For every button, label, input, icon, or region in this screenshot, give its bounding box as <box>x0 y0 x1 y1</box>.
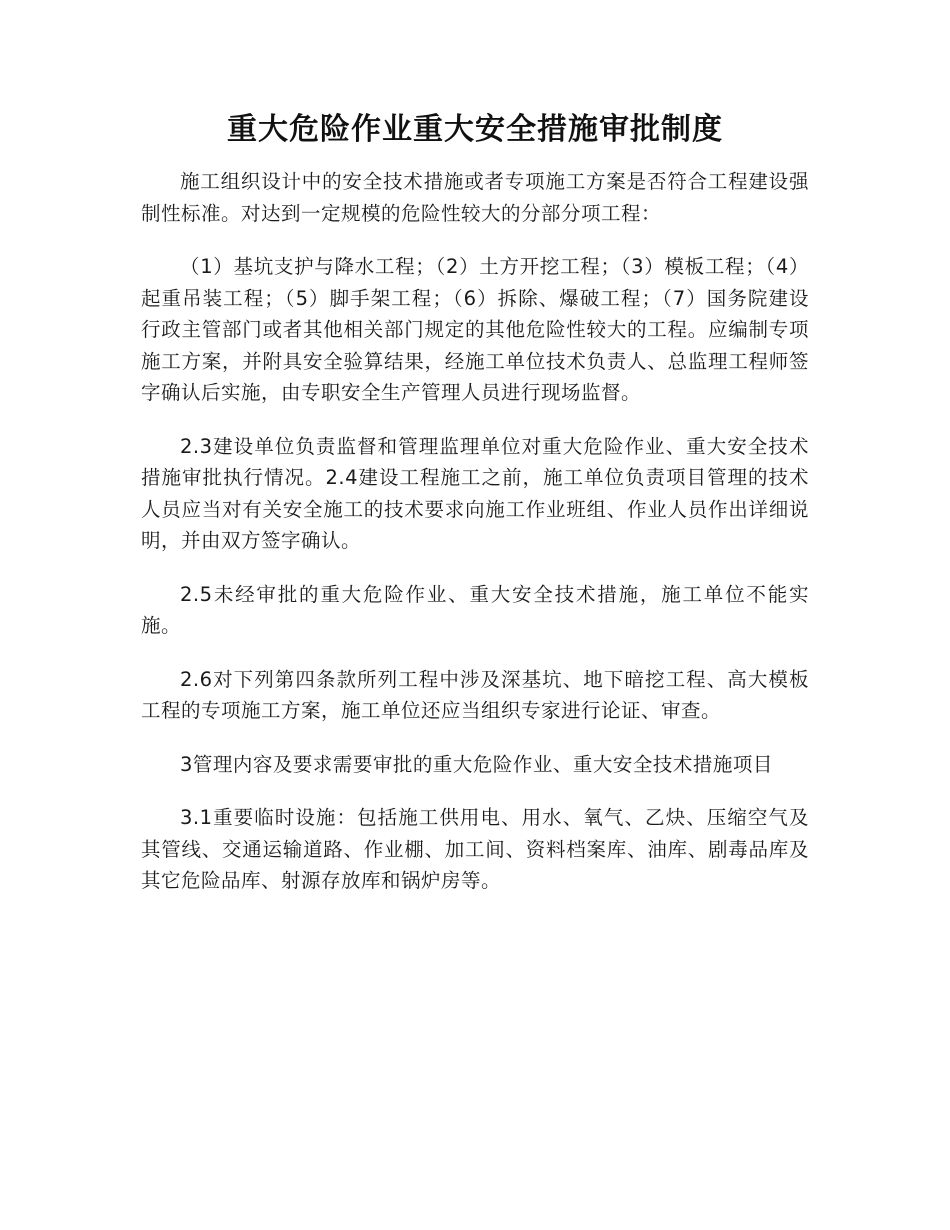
paragraph-project-list: （1）基坑支护与降水工程；（2）土方开挖工程；（3）模板工程；（4）起重吊装工程；（5）脚手架工程；（6）拆除、爆破工程；（7）国务院建设行政主管部门或者其他相关部门规定的其他危险性较大的工程。应编制专项施工方案，并附具安全验算结果，经施工单位技术负责人、总监理工程师签字确认后实施，由专职安全生产管理人员进行现场监督。 <box>141 255 809 404</box>
paragraph-3: 3管理内容及要求需要审批的重大危险作业、重大安全技术措施项目 <box>180 752 773 776</box>
paragraph-2-6: 2.6对下列第四条款所列工程中涉及深基坑、地下暗挖工程、高大模板工程的专项施工方案，施工单位还应当组织专家进行论证、审查。 <box>141 667 809 722</box>
paragraph-3-1: 3.1重要临时设施：包括施工供用电、用水、氧气、乙炔、压缩空气及其管线、交通运输道路、作业棚、加工间、资料档案库、油库、剧毒品库及其它危险品库、射源存放库和锅炉房等。 <box>141 806 809 892</box>
document-body <box>141 166 809 919</box>
paragraph-2-5: 2.5未经审批的重大危险作业、重大安全技术措施，施工单位不能实施。 <box>141 582 809 637</box>
document-title: 重大危险作业重大安全措施审批制度 <box>227 112 723 147</box>
paragraph-2-3: 2.3建设单位负责监督和管理监理单位对重大危险作业、重大安全技术措施审批执行情况。2.4建设工程施工之前，施工单位负责项目管理的技术人员应当对有关安全施工的技术要求向施工作业班组、作业人员作出详细说明，并由双方签字确认。 <box>141 434 809 552</box>
paragraph-intro: 施工组织设计中的安全技术措施或者专项施工方案是否符合工程建设强制性标准。对达到一定规模的危险性较大的分部分项工程： <box>141 170 809 225</box>
